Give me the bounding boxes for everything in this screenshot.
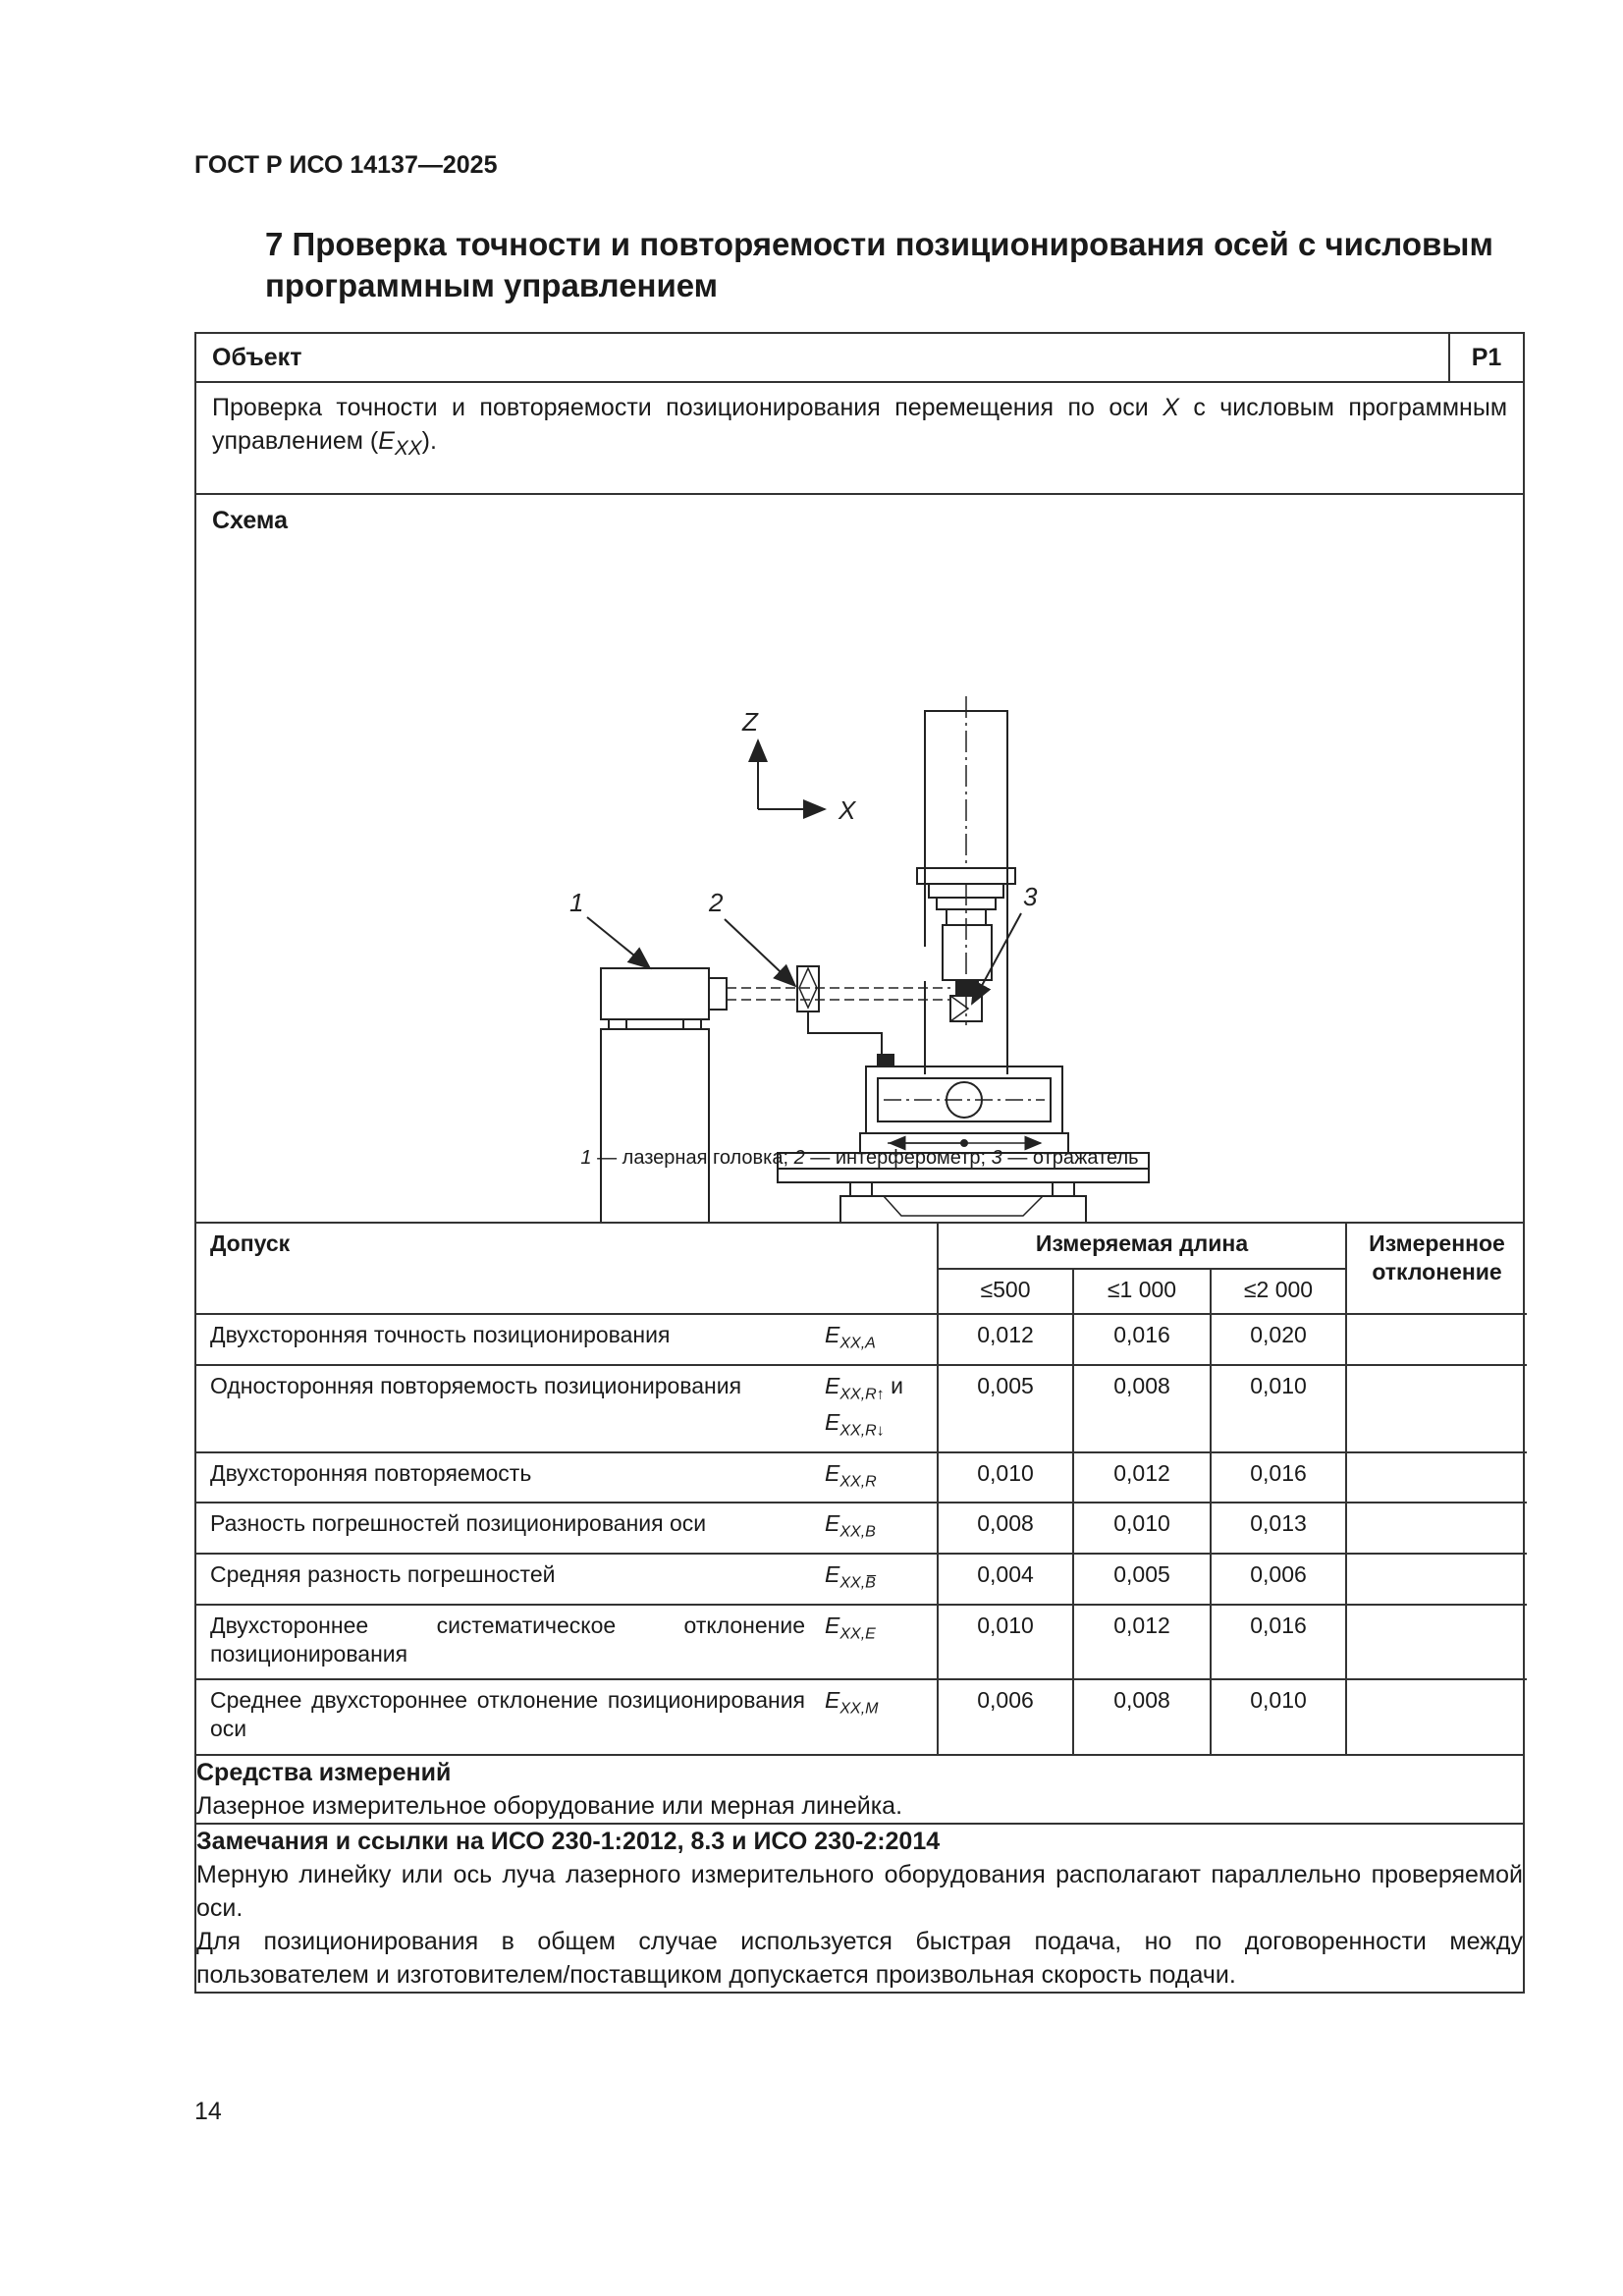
test-card-table [194, 332, 1525, 1994]
standard-designation: ГОСТ Р ИСО 14137—2025 [194, 151, 498, 179]
object-text-end: ). [421, 427, 437, 455]
length-col-2000: ≤2 000 [1211, 1269, 1346, 1314]
table-row: Средняя разность погрешностей $E_{XX,B̅}$ 0,004 0,005 0,006 [196, 1554, 1527, 1605]
object-symbol-sub: XX [394, 437, 422, 460]
object-text-before: Проверка точности и повторяемости позиционирования перемещения по оси [212, 394, 1149, 421]
table-row: Среднее двухстороннее отклонение позиционирования оси $E_{XX,M}$ 0,006 0,008 0,010 [196, 1679, 1527, 1754]
laser-head [601, 968, 709, 1019]
page-number: 14 [194, 2098, 222, 2125]
object-label: Объект [212, 344, 302, 371]
axis-x-label: X [839, 795, 856, 825]
object-axis: X [1163, 394, 1179, 421]
measuring-label: Средства измерений [196, 1758, 452, 1786]
table-row: Двухсторонняя повторяемость $E_{XX,R}$ 0,010 0,012 0,016 [196, 1452, 1527, 1503]
interferometer [797, 966, 819, 1011]
tolerance-cell [195, 1223, 1524, 1755]
machine-base [840, 1196, 1086, 1222]
measured-deviation-value [1346, 1365, 1527, 1452]
measured-deviation-value [1346, 1452, 1527, 1503]
object-code: P1 [1448, 334, 1523, 381]
section-title: 7 Проверка точности и повторяемости позиционирования осей с числовым программным управлением [265, 226, 1493, 303]
axis-z-label: Z [742, 707, 758, 737]
laser-stand [601, 1029, 709, 1222]
table-row: Двухстороннее систематическое отклонение позиционирования $E_{XX,E}$ 0,010 0,012 0,016 [196, 1605, 1527, 1679]
object-text-after: с числовым программным управлением ( [212, 394, 1508, 455]
measured-deviation-value [1346, 1503, 1527, 1554]
notes-paragraph-1: Мерную линейку или ось луча лазерного измерительного оборудования располагают параллельно проверяемой оси. [196, 1860, 1523, 1922]
length-col-1000: ≤1 000 [1073, 1269, 1211, 1314]
measuring-means-cell [195, 1755, 1524, 1824]
measured-deviation-value [1346, 1679, 1527, 1754]
object-description [196, 381, 1523, 493]
measured-deviation-value [1346, 1605, 1527, 1679]
deviation-header: Измеренное отклонение [1346, 1224, 1527, 1314]
measured-length-header: Измеряемая длина [938, 1224, 1346, 1269]
notes-label: Замечания и ссылки на ИСО 230-1:2012, 8.3 и ИСО 230-2:2014 [196, 1827, 941, 1855]
tolerance-header: Допуск [196, 1224, 938, 1314]
tolerance-table [196, 1224, 1527, 1754]
callout-2: 2 [709, 888, 724, 917]
schema-label: Схема [212, 507, 288, 534]
schema-cell [195, 494, 1524, 1223]
object-symbol: E [378, 427, 395, 455]
table-row: Двухсторонняя точность позиционирования $E_{XX,A}$ 0,012 0,016 0,020 [196, 1314, 1527, 1365]
measured-deviation-value [1346, 1314, 1527, 1365]
schema-legend: 1 — лазерная головка; 2 — интерферометр; 3 — отражатель [580, 1147, 1139, 1169]
headstock [917, 868, 1015, 884]
machine-schema-diagram [196, 495, 1525, 1222]
table-row: Разность погрешностей позиционирования оси $E_{XX,B}$ 0,008 0,010 0,013 [196, 1503, 1527, 1554]
length-col-500: ≤500 [938, 1269, 1073, 1314]
callout-1: 1 [569, 888, 584, 917]
measuring-text: Лазерное измерительное оборудование или мерная линейка. [196, 1791, 903, 1820]
callout-3: 3 [1023, 882, 1038, 911]
measured-deviation-value [1346, 1554, 1527, 1605]
notes-cell [195, 1824, 1524, 1993]
object-cell [195, 333, 1524, 494]
notes-paragraph-2: Для позиционирования в общем случае используется быстрая подача, но по договоренности между пользователем и изготовителем/поставщиком допускается произвольная скорость подачи. [196, 1927, 1523, 1989]
table-row: Односторонняя повторяемость позиционирования $E_{XX,R↑}$ и $E_{XX,R↓}$ 0,005 0,008 0,010 [196, 1365, 1527, 1452]
